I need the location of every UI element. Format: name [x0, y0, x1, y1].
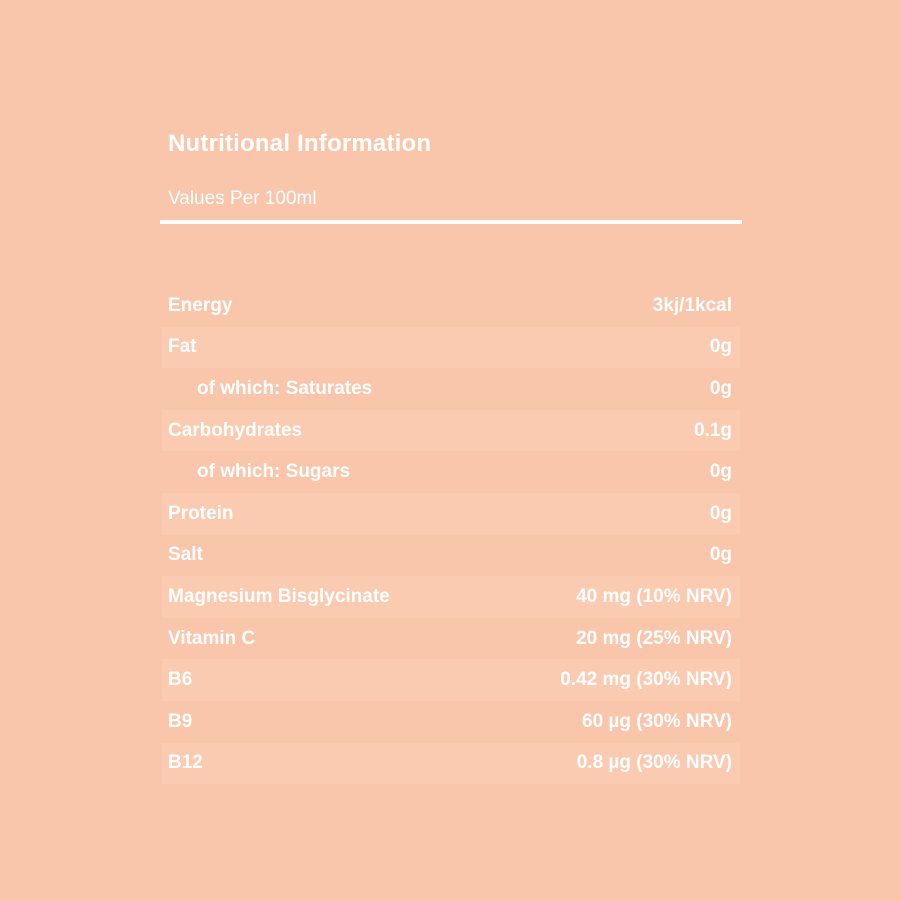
- table-row: [162, 618, 740, 660]
- row-label: Carbohydrates: [168, 419, 303, 441]
- table-row: [162, 493, 740, 535]
- row-value: 0g: [709, 502, 732, 524]
- nutrition-title: Nutritional Information: [168, 130, 432, 157]
- row-label: Protein: [168, 502, 234, 524]
- table-row: [162, 701, 740, 743]
- row-label: Vitamin C: [168, 627, 256, 649]
- table-row: [162, 410, 740, 452]
- row-label: Fat: [168, 336, 197, 358]
- row-label: Magnesium Bisglycinate: [168, 585, 390, 607]
- table-row: [162, 451, 740, 493]
- table-row: [162, 285, 740, 327]
- row-value: 60 µg (30% NRV): [582, 710, 732, 732]
- row-label: of which: Saturates: [197, 377, 373, 399]
- row-value: 20 mg (25% NRV): [576, 627, 732, 649]
- table-row: [162, 576, 740, 618]
- row-value: 0g: [709, 336, 732, 358]
- row-value: 0.8 µg (30% NRV): [576, 752, 732, 774]
- table-row: [162, 368, 740, 410]
- row-value: 0.42 mg (30% NRV): [560, 669, 732, 691]
- row-label: B12: [168, 752, 203, 774]
- row-value: 0g: [709, 377, 732, 399]
- table-row: [162, 659, 740, 701]
- row-value: 0g: [709, 544, 732, 566]
- table-row: [162, 327, 740, 369]
- row-label: B6: [168, 669, 193, 691]
- row-label: Energy: [168, 294, 233, 316]
- row-label: B9: [168, 710, 193, 732]
- row-label: Salt: [168, 544, 203, 566]
- row-value: 3kj/1kcal: [652, 294, 732, 316]
- values-per-label: Values Per 100ml: [168, 188, 317, 209]
- header-divider: [160, 220, 742, 224]
- table-row: [162, 535, 740, 577]
- row-value: 40 mg (10% NRV): [576, 585, 732, 607]
- row-value: 0g: [709, 461, 732, 483]
- table-row: [162, 743, 740, 785]
- nutrition-table: [162, 285, 740, 784]
- row-value: 0.1g: [693, 419, 732, 441]
- row-label: of which: Sugars: [197, 461, 351, 483]
